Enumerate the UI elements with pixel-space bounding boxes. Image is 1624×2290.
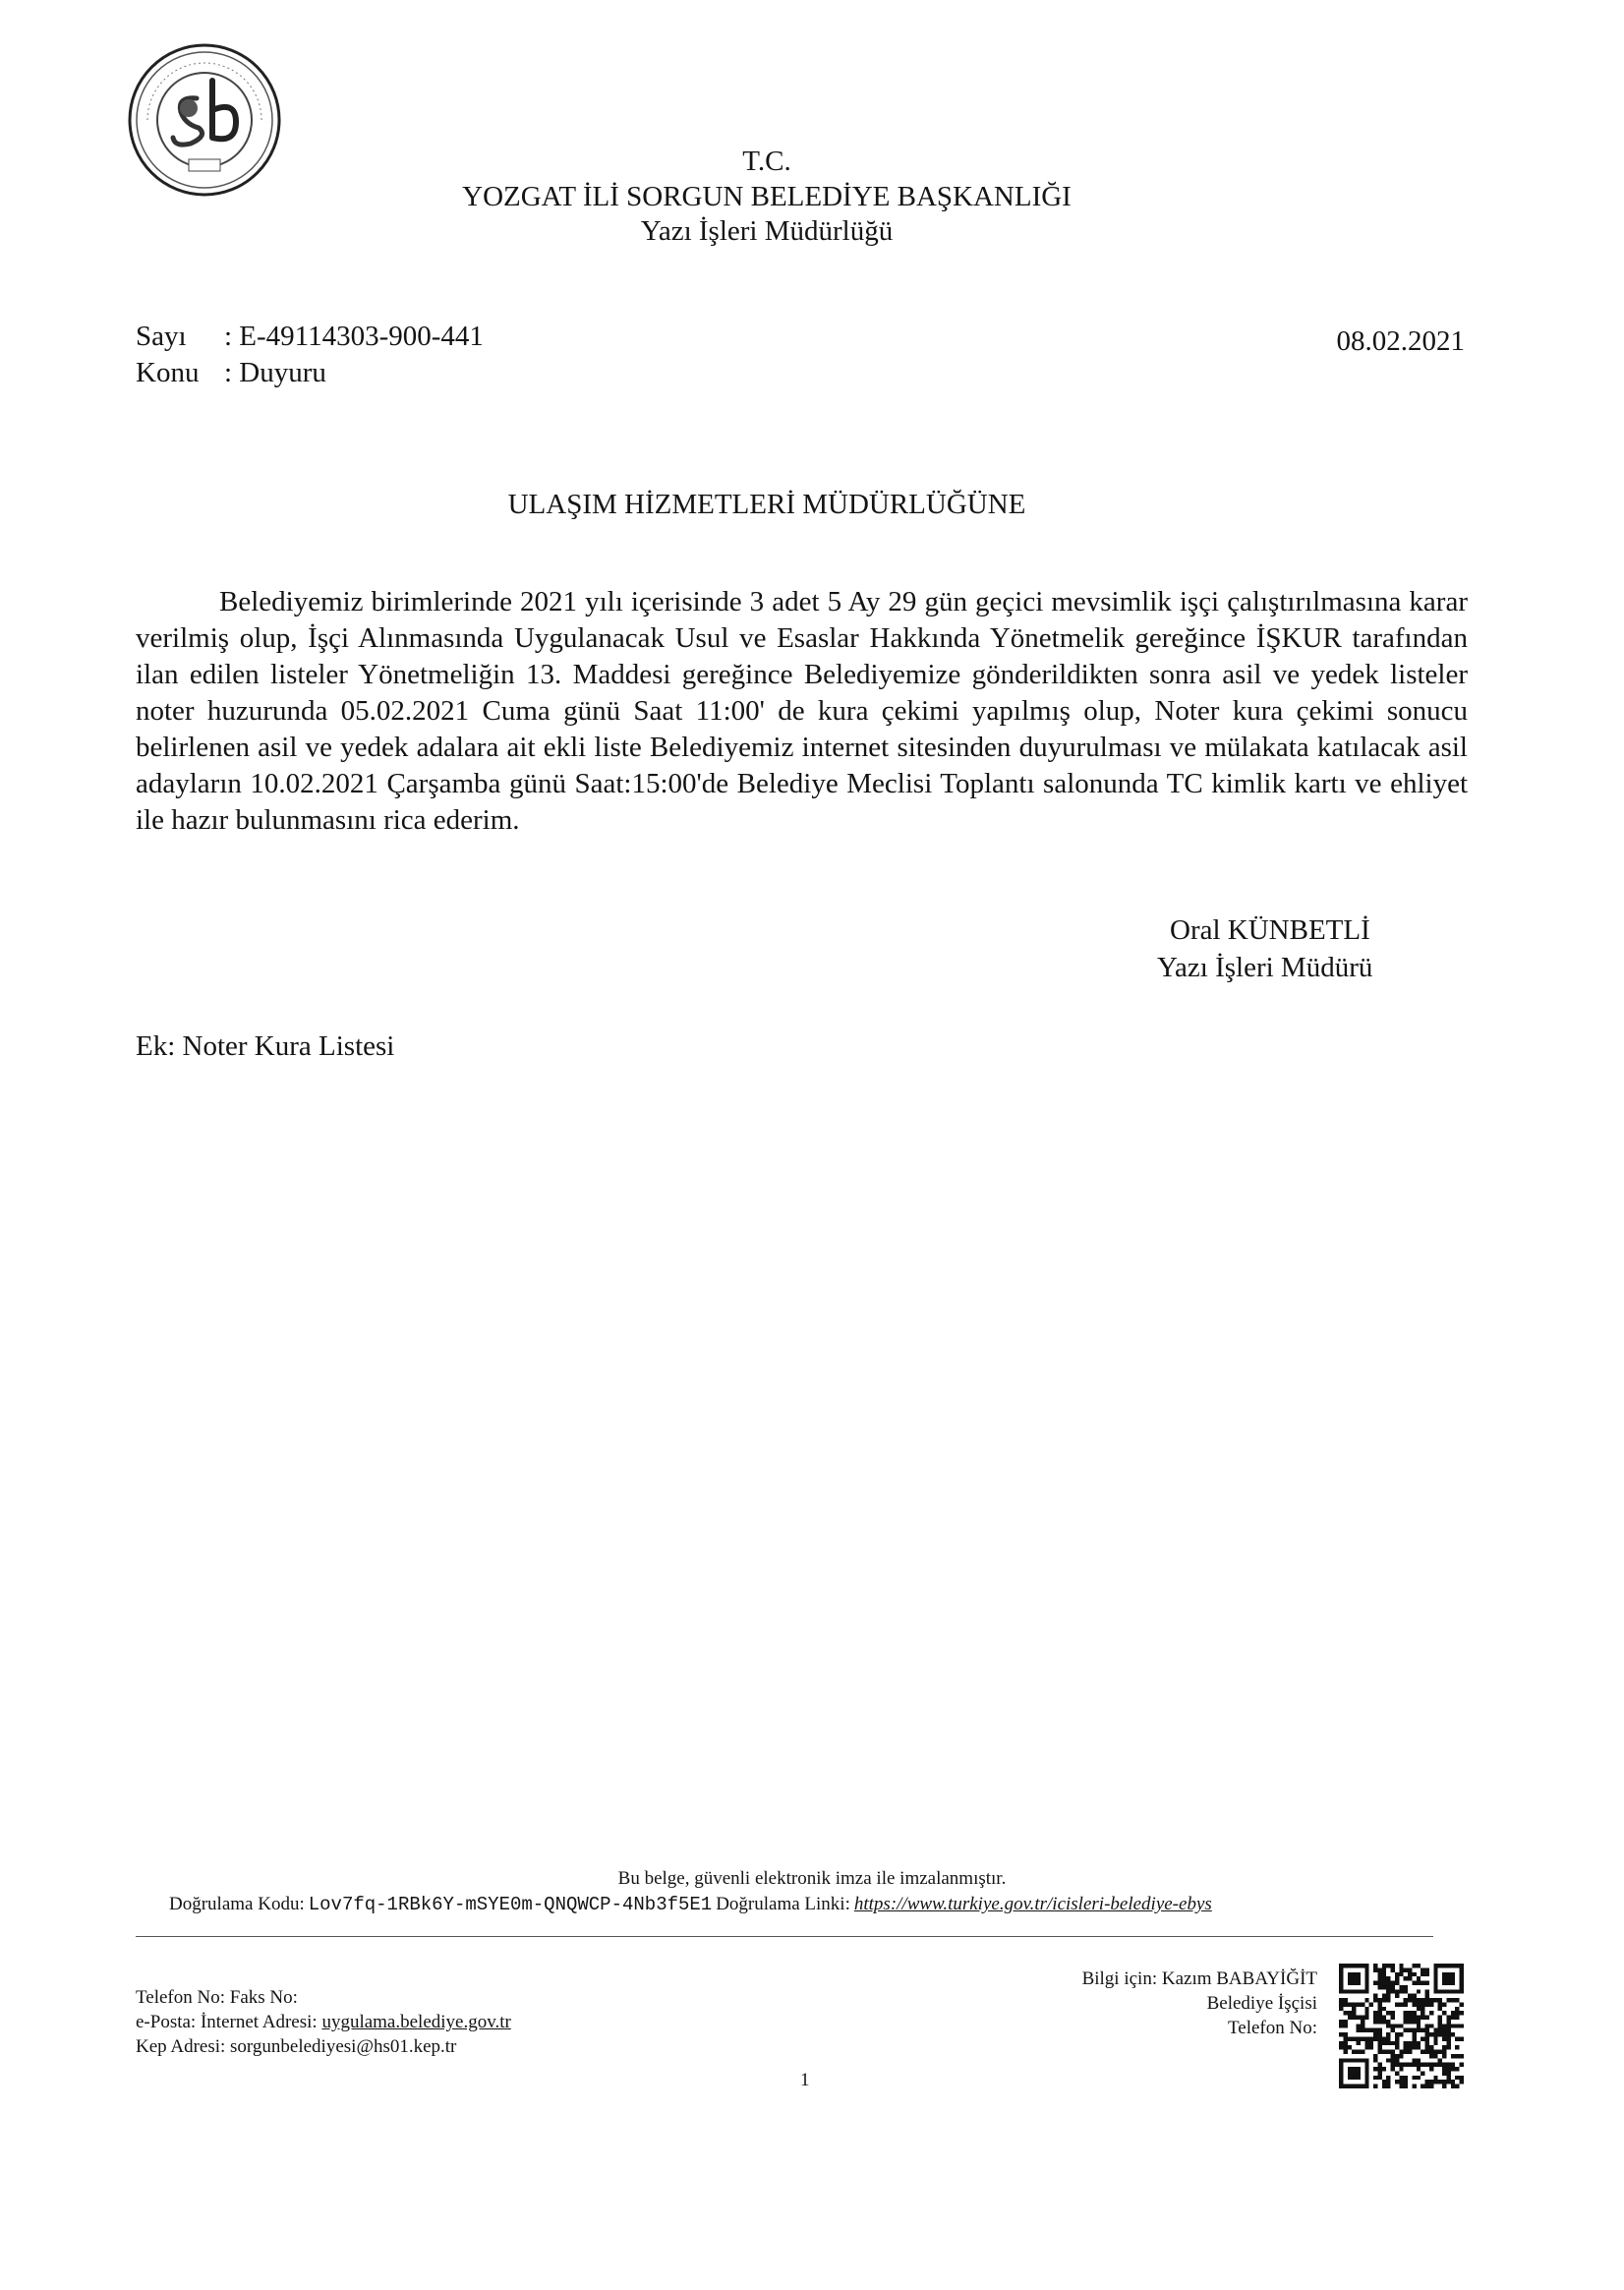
recipient: ULAŞIM HİZMETLERİ MÜDÜRLÜĞÜNE xyxy=(507,489,1026,520)
verification-link-label: Doğrulama Linki: xyxy=(716,1894,850,1914)
info-contact-phone: Telefon No: xyxy=(1227,2018,1317,2038)
konu-value: : Duyuru xyxy=(224,357,326,388)
info-contact-role: Belediye İşçisi xyxy=(1206,1993,1317,2014)
footer-email-label: e-Posta: İnternet Adresi: xyxy=(136,2012,318,2032)
body-paragraph xyxy=(136,584,1468,839)
page-number: 1 xyxy=(800,2070,810,2090)
footer-kep: Kep Adresi: sorgunbelediyesi@hs01.kep.tr xyxy=(136,2036,457,2057)
verification-link[interactable]: https://www.turkiye.gov.tr/icisleri-belediye-ebys xyxy=(853,1894,1212,1914)
sayi-label: Sayı xyxy=(136,321,187,352)
header-department: Yazı İşleri Müdürlüğü xyxy=(640,215,894,247)
footer-divider xyxy=(136,1936,1433,1937)
e-signature-note: Bu belge, güvenli elektronik imza ile imzalanmıştır. xyxy=(617,1868,1007,1889)
sayi-value: : E-49114303-900-441 xyxy=(224,321,484,352)
qr-code xyxy=(1339,1964,1464,2088)
attachment-note: Ek: Noter Kura Listesi xyxy=(136,1030,395,1062)
header-institution: YOZGAT İLİ SORGUN BELEDİYE BAŞKANLIĞI xyxy=(462,181,1072,212)
verification-code-label: Doğrulama Kodu: xyxy=(169,1894,305,1914)
signatory-name: Oral KÜNBETLİ xyxy=(1170,914,1370,946)
info-contact-name: Bilgi için: Kazım BABAYİĞİT xyxy=(1081,1968,1317,1989)
header-tc: T.C. xyxy=(742,146,791,177)
verification-line xyxy=(169,1894,1212,1915)
verification-code: Lov7fq-1RBk6Y-mSYE0m-QNQWCP-4Nb3f5E1 xyxy=(308,1894,713,1915)
footer-email xyxy=(136,2012,511,2033)
document-date: 08.02.2021 xyxy=(1336,325,1465,357)
konu-label: Konu xyxy=(136,357,200,388)
footer-phone-fax: Telefon No: Faks No: xyxy=(136,1987,298,2008)
footer-website-link[interactable]: uygulama.belediye.gov.tr xyxy=(321,2012,511,2032)
body-text: Belediyemiz birimlerinde 2021 yılı içerisinde 3 adet 5 Ay 29 gün geçici mevsimlik işçi çalıştırılmasına karar verilmiş olup, İşçi Alınmasında Uygulanacak Usul ve Esaslar Hakkında Yönetmelik gereğince İŞKUR tarafından ilan edilen listeler Yönetmeliğin 13. Maddesi gereğince Belediyemize gönderildikten sonra asil ve yedek listeler noter huzurunda 05.02.2021 Cuma günü Saat 11:00' de kura çekimi yapılmış olup, Noter kura çekimi sonucu belirlenen asil ve yedek adalara ait ekli liste Belediyemiz internet sitesinden duyurulması ve mülakata katılacak asil adayların 10.02.2021 Çarşamba günü Saat:15:00'de Belediye Meclisi Toplantı salonunda TC kimlik kartı ve ehliyet ile hazır bulunmasını rica ederim. xyxy=(136,586,1468,836)
signatory-title: Yazı İşleri Müdürü xyxy=(1157,952,1373,983)
